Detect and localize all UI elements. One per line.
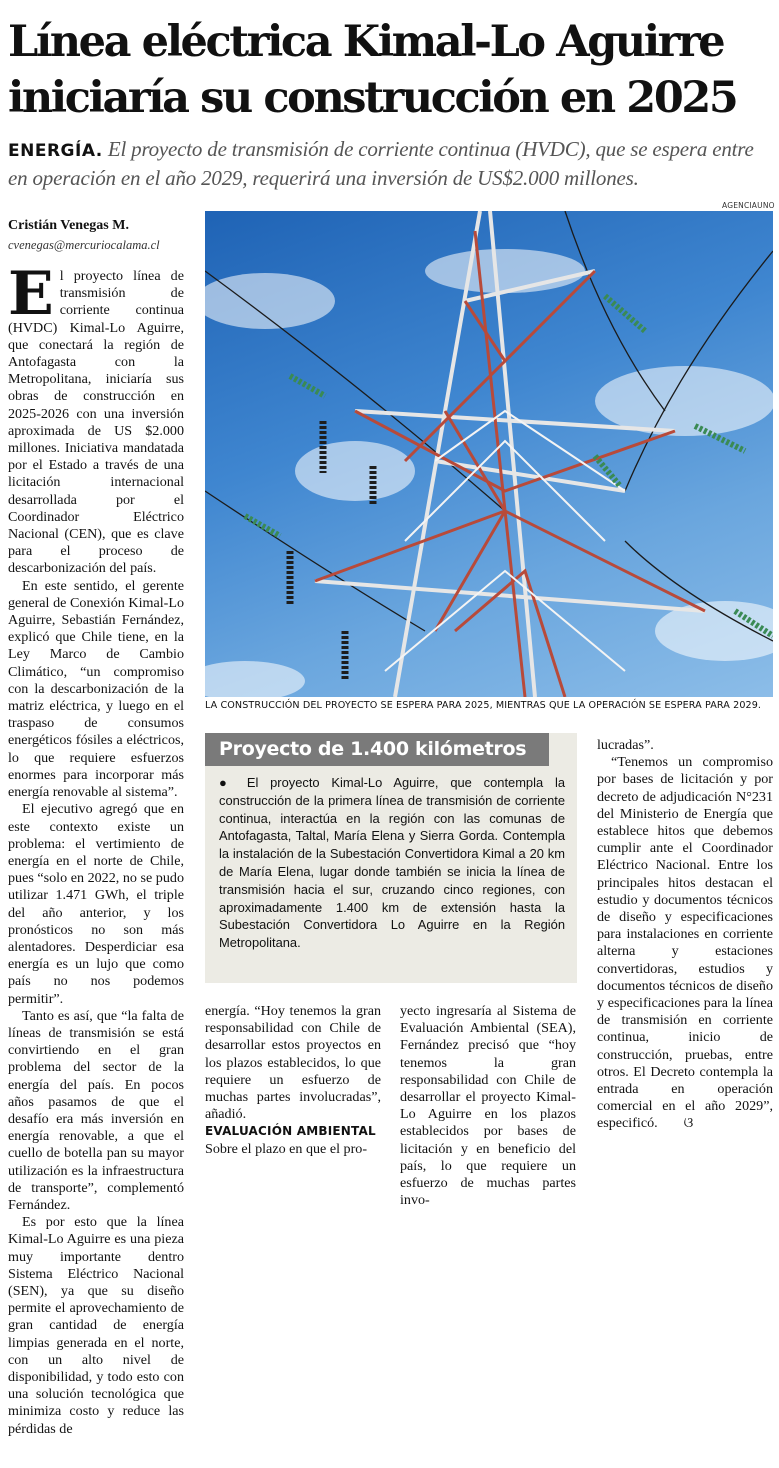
headline — [8, 14, 773, 126]
deck — [8, 136, 776, 192]
headline-line-2: iniciaría su construcción en 2025 — [8, 73, 737, 123]
headline-line-1: Línea eléctrica Kimal-Lo Aguirre — [8, 17, 724, 67]
section-label: ENERGÍA. — [8, 141, 103, 161]
bullet-icon: ● — [219, 775, 236, 790]
info-box-body — [205, 766, 577, 952]
end-mark-icon: ଓ — [683, 1116, 694, 1132]
paragraph: lucradas”. — [597, 737, 654, 753]
paragraph — [597, 754, 773, 1132]
paragraph: Tanto es así, que “la falta de líneas de transmisión se está convirtiendo en el gran problema del sector de la energía del país. En pocos años pasamos de que el desafío era más inversión en energía renovable, a que el cuello de botella pan su mayor utilización es la infraestructura de transporte”, complementó Fernández. — [8, 1007, 184, 1213]
tower-photo — [205, 211, 773, 697]
paragraph-text: “Tenemos un compromiso por bases de licitación y por decreto de adjudicación N°231 del Ministerio de Energía que establece hitos que debemos cumplir ante el Coordinador Eléctrico Nacional. Entre los principales hitos destacan el estudio y documentos técnicos de diseño y especificaciones para instalaciones en corriente alterna y estaciones convertidoras, estudios y documentos técnicos de diseño y especificaciones para la línea de transmisión en corriente continua, inicio de construcción, pruebas, entre otros. El Decreto contempla la entrada en operación comercial en el año 2029”, especificó. — [597, 754, 773, 1132]
column-2 — [205, 1003, 381, 1158]
column-1 — [8, 259, 184, 1438]
drop-cap: E — [8, 259, 54, 329]
paragraph: Es por esto que la línea Kimal-Lo Aguirre es una pieza muy importante dentro Sistema Eléctrico Nacional (SEN), ya que su diseño permite el aprovechamiento de gran cantidad de energía limpias generada en el norte, con un alto nivel de disponibilidad, y todo esto con una solución tecnológica que minimiza costo y reduce las pérdidas de — [8, 1214, 184, 1437]
photo-caption: LA CONSTRUCCIÓN DEL PROYECTO SE ESPERA PARA 2025, MIENTRAS QUE LA OPERACIÓN SE ESPERA PARA 2029. — [205, 700, 762, 711]
paragraph: El ejecutivo agregó que en este contexto existe un problema: el vertimiento de energía en el norte de Chile, pues “solo en 2022, no se pudo utilizar 1.471 GWh, el triple del año anterior, y los pronósticos no son más alentadores. Desperdiciar esa energía es un lujo que como país no nos podemos permitir”. — [8, 801, 184, 1007]
paragraph: Sobre el plazo en que el pro- — [205, 1140, 368, 1157]
info-box-title: Proyecto de 1.400 kilómetros — [205, 733, 549, 766]
subhead: EVALUACIÓN AMBIENTAL — [205, 1124, 376, 1139]
paragraph-text: l proyecto línea de transmisión de corriente continua (HVDC) Kimal-Lo Aguirre, que conectará la región de Antofagasta con la Metropolitana, iniciaría sus obras de construcción en 2025-2026 con una inversión aproximada de US $2.000 millones. Iniciativa mandatada por el Estado a través de una licitación internacional desarrollada por el Coordinador Eléctrico Nacional (CEN), que es clave para el proceso de descarbonización del país. — [8, 268, 184, 577]
paragraph — [8, 259, 184, 578]
info-box-text: El proyecto Kimal-Lo Aguirre, que contempla la construcción de la primera línea de transmisión de corriente continua, interactúa en la región con las comunas de Antofagasta, Taltal, María Elena y Sierra Gorda. Contempla la instalación de la Subestación Convertidora Kimal a 20 km de María Elena, lugar donde también se inicia la línea de transmisión hacia el sur, cruzando cinco regiones, con aproximadamente 1.400 km de extensión hasta la Subestación Convertidora Lo Aguirre en la Región Metropolitana. — [219, 775, 565, 951]
tower-illustration — [205, 211, 773, 697]
column-4 — [597, 737, 773, 1133]
photo-credit: AGENCIAUNO — [722, 201, 775, 210]
author-email[interactable]: cvenegas@mercuriocalama.cl — [8, 238, 160, 252]
author-name: Cristián Venegas M. — [8, 218, 129, 233]
deck-text: El proyecto de transmisión de corriente continua (HVDC), que se espera entre en operación en el año 2029, requerirá una inversión de US$2.000 millones. — [8, 137, 754, 190]
paragraph: energía. “Hoy tenemos la gran responsabilidad con Chile de desarrollar estos proyectos en los plazos establecidos, lo que requiere un esfuerzo de muchas partes involucradas”, añadió. — [205, 1003, 381, 1123]
byline — [8, 218, 198, 253]
info-box — [205, 733, 577, 983]
paragraph: yecto ingresaría al Sistema de Evaluación Ambiental (SEA), Fernández precisó que “hoy tenemos la gran responsabilidad con Chile de desarrollar el proyecto Kimal-Lo Aguirre en los plazos establecidos por bases de licitación y en beneficio del país, lo que requiere un esfuerzo de muchas partes invo- — [400, 1003, 576, 1209]
clouds — [205, 249, 773, 697]
column-3 — [400, 1003, 576, 1209]
paragraph: En este sentido, el gerente general de Conexión Kimal-Lo Aguirre, Sebastián Fernández, explicó que Chile tiene, en la Ley Marco de Cambio Climático, “un compromiso con la descarbonización de la matriz eléctrica, y luego en el traspaso de consumos energéticos fósiles a eléctricos, lo que requiere esfuerzos enormes para incorporar más energía renovable al sistema”. — [8, 577, 184, 801]
